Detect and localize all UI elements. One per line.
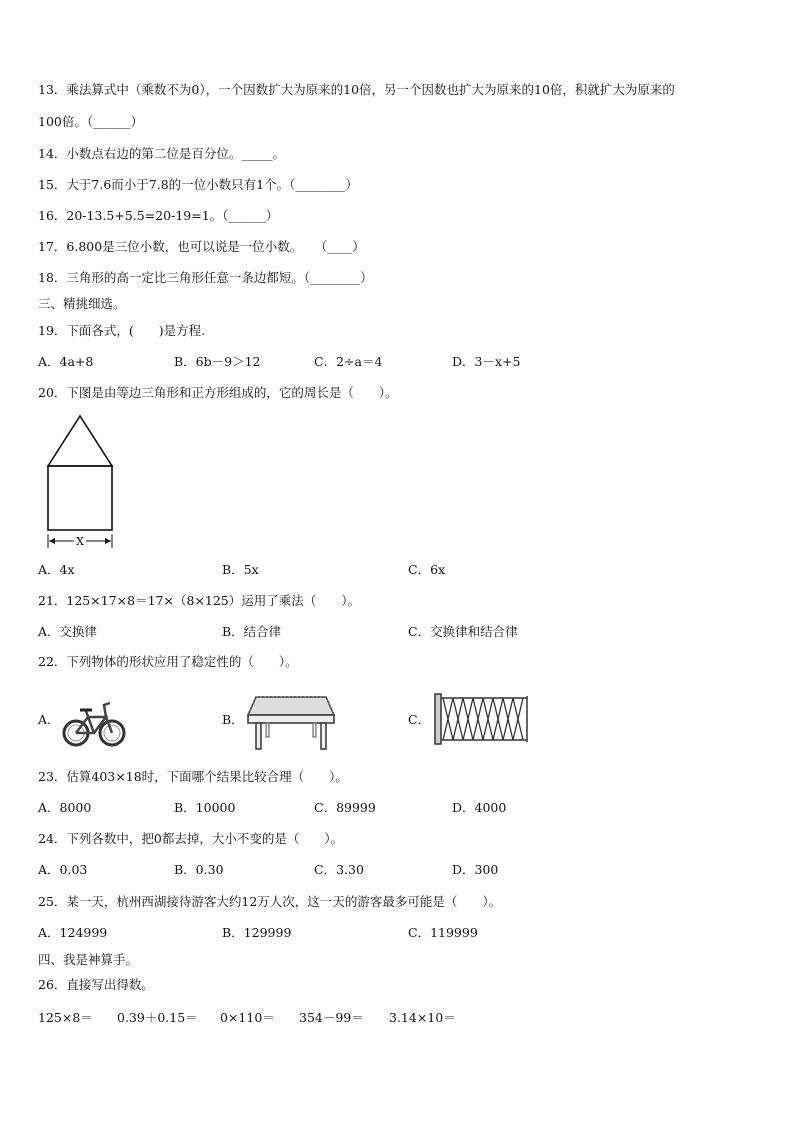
question-13-line-1: 13．乘法算式中（乘数不为0），一个因数扩大为原来的10倍，另一个因数也扩大为原来的10倍，积就扩大为原来的 xyxy=(38,82,675,97)
question-25-options xyxy=(38,925,794,941)
q19-option-a[interactable]: A．4a+8 xyxy=(38,354,94,369)
calc-item: 125×8＝ xyxy=(38,1010,93,1025)
q22-option-a[interactable]: A． xyxy=(38,712,60,727)
table-icon[interactable] xyxy=(246,693,336,751)
question-22: 22．下列物体的形状应用了稳定性的（ ）。 xyxy=(38,654,298,669)
dimension-label: X xyxy=(76,535,84,548)
calc-item: 354－99＝ xyxy=(299,1010,364,1025)
q21-option-b[interactable]: B．结合律 xyxy=(222,624,282,639)
question-24-options xyxy=(38,862,794,878)
question-24: 24．下列各数中，把0都去掉，大小不变的是（ ）。 xyxy=(38,831,344,846)
q22-option-b[interactable]: B． xyxy=(222,712,244,727)
question-21-options xyxy=(38,624,794,640)
q19-option-b[interactable]: B．6b－9＞12 xyxy=(174,354,261,369)
q23-option-a[interactable]: A．8000 xyxy=(38,800,92,815)
q22-option-c[interactable]: C． xyxy=(408,712,431,727)
arrow-left-icon xyxy=(49,538,55,544)
q23-option-c[interactable]: C．89999 xyxy=(314,800,376,815)
arrow-right-icon xyxy=(105,538,111,544)
calc-item: 0.39＋0.15＝ xyxy=(117,1010,198,1025)
question-21: 21．125×17×8＝17×（8×125）运用了乘法（ ）。 xyxy=(38,593,360,608)
q25-option-c[interactable]: C．119999 xyxy=(408,925,478,940)
q19-option-c[interactable]: C．2÷a＝4 xyxy=(314,354,383,369)
q20-option-b[interactable]: B．5x xyxy=(222,562,259,577)
q20-option-c[interactable]: C．6x xyxy=(408,562,446,577)
section-4-heading: 四、我是神算手。 xyxy=(38,952,139,967)
question-13-line-2: 100倍。（______） xyxy=(38,114,144,129)
q24-option-a[interactable]: A．0.03 xyxy=(38,862,88,877)
question-20: 20．下图是由等边三角形和正方形组成的，它的周长是（ ）。 xyxy=(38,385,398,400)
q24-option-c[interactable]: C．3.30 xyxy=(314,862,364,877)
question-23: 23．估算403×18时，下面哪个结果比较合理（ ）。 xyxy=(38,769,348,784)
question-15: 15．大于7.6而小于7.8的一位小数只有1个。（________） xyxy=(38,177,358,192)
calc-item: 0×110＝ xyxy=(220,1010,275,1025)
q24-option-d[interactable]: D．300 xyxy=(452,862,499,877)
q19-option-d[interactable]: D．3－x+5 xyxy=(452,354,521,369)
q21-option-c[interactable]: C．交换律和结合律 xyxy=(408,624,518,639)
question-17: 17．6.800是三位小数，也可以说是一位小数。 （____） xyxy=(38,239,365,254)
question-19-options xyxy=(38,354,794,370)
question-18: 18．三角形的高一定比三角形任意一条边都短。（________） xyxy=(38,270,373,285)
question-16: 16．20-13.5+5.5=20-19=1。（______） xyxy=(38,208,279,223)
q20-option-a[interactable]: A．4x xyxy=(38,562,75,577)
triangle-square-figure xyxy=(40,412,120,552)
equilateral-triangle xyxy=(48,416,112,466)
question-23-options xyxy=(38,800,794,816)
folding-gate-icon[interactable] xyxy=(433,692,529,746)
q21-option-a[interactable]: A．交换律 xyxy=(38,624,98,639)
question-19: 19．下面各式，( )是方程. xyxy=(38,323,206,338)
q25-option-a[interactable]: A．124999 xyxy=(38,925,108,940)
calc-item: 3.14×10＝ xyxy=(389,1010,456,1025)
bicycle-icon[interactable] xyxy=(62,687,126,751)
square xyxy=(48,466,112,530)
question-14: 14．小数点右边的第二位是百分位。_____。 xyxy=(38,146,286,161)
q23-option-b[interactable]: B．10000 xyxy=(174,800,236,815)
question-26: 26．直接写出得数。 xyxy=(38,977,154,992)
question-25: 25．某一天，杭州西湖接待游客大约12万人次，这一天的游客最多可能是（ ）。 xyxy=(38,894,502,909)
section-3-heading: 三、精挑细选。 xyxy=(38,296,126,311)
q23-option-d[interactable]: D．4000 xyxy=(452,800,507,815)
question-20-options xyxy=(38,562,794,578)
q25-option-b[interactable]: B．129999 xyxy=(222,925,292,940)
q24-option-b[interactable]: B．0.30 xyxy=(174,862,224,877)
